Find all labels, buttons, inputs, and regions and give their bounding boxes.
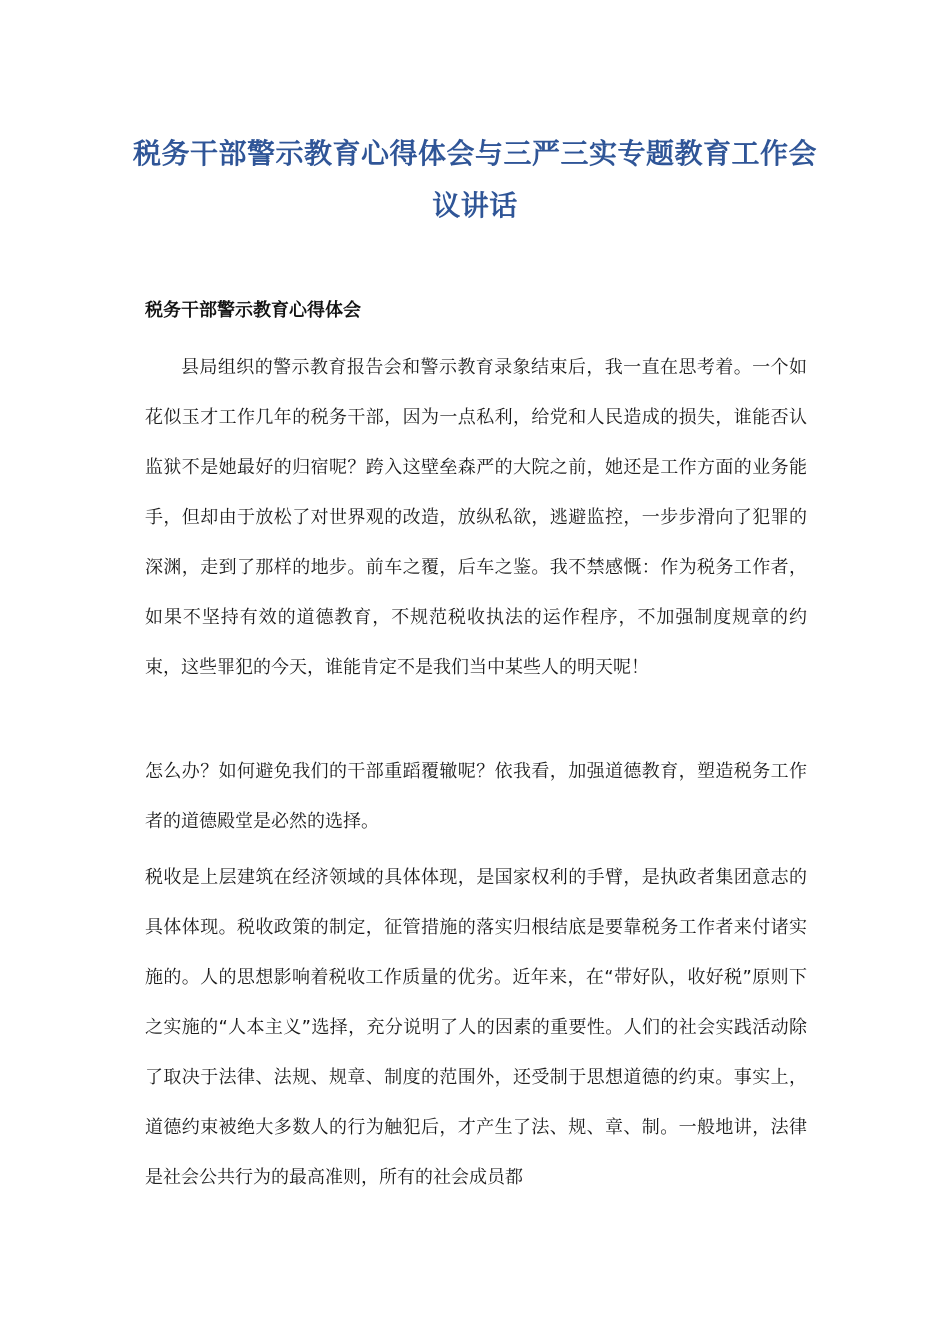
- section-heading: 税务干部警示教育心得体会: [145, 300, 361, 321]
- body-paragraph: 税收是上层建筑在经济领域的具体体现，是国家权利的手臂，是执政者集团意志的具体体现。税收政策的制定，征管措施的落实归根结底是要靠税务工作者来付诸实施的。人的思想影响着税收工作质量的优劣。近年来，在“带好队，收好税”原则下之实施的“人本主义”选择，充分说明了人的因素的重要性。人们的社会实践活动除了取决于法律、法规、规章、制度的范围外，还受制于思想道德的约束。事实上，道德约束被绝大多数人的行为触犯后，才产生了法、规、章、制。一般地讲，法律是社会公共行为的最高准则，所有的社会成员都: [145, 867, 807, 1188]
- document-title: 税务干部警示教育心得体会与三严三实专题教育工作会议讲话: [132, 137, 817, 222]
- body-paragraph: 县局组织的警示教育报告会和警示教育录象结束后，我一直在思考着。一个如花似玉才工作几年的税务干部，因为一点私利，给党和人民造成的损失，谁能否认监狱不是她最好的归宿呢？跨入这壁垒森严的大院之前，她还是工作方面的业务能手，但却由于放松了对世界观的改造，放纵私欲，逃避监控，一步步滑向了犯罪的深渊，走到了那样的地步。前车之覆，后车之鉴。我不禁感慨：作为税务工作者，如果不坚持有效的道德教育，不规范税收执法的运作程序，不加强制度规章的约束，这些罪犯的今天，谁能肯定不是我们当中某些人的明天呢！: [145, 357, 807, 678]
- body-paragraph: 怎么办？如何避免我们的干部重蹈覆辙呢？依我看，加强道德教育，塑造税务工作者的道德殿堂是必然的选择。: [145, 761, 807, 832]
